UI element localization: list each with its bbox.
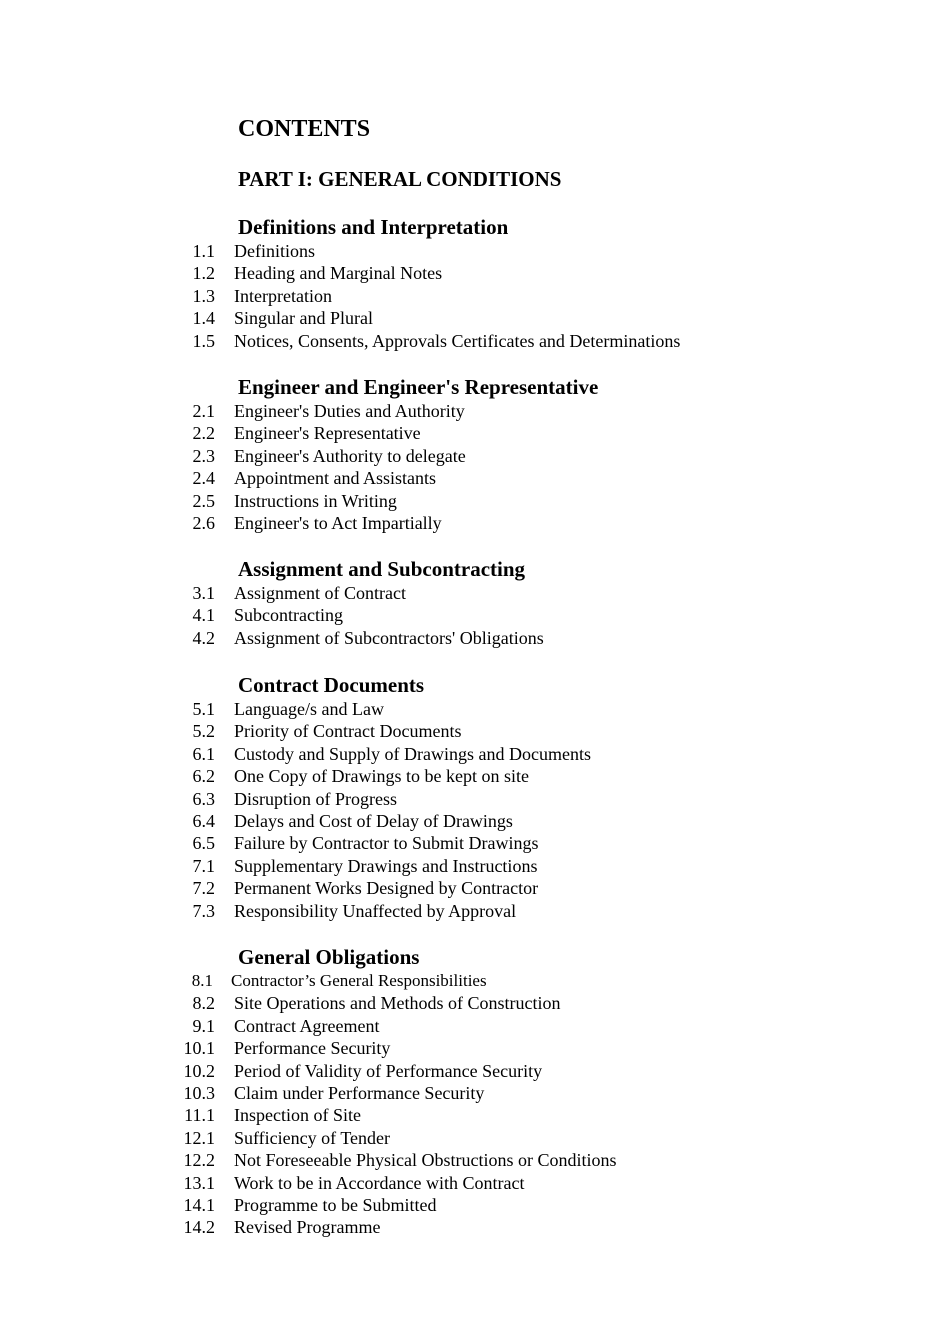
toc-entry — [0, 627, 950, 649]
toc-entry — [0, 400, 950, 422]
entry-number: 2.5 — [192, 490, 215, 511]
toc-entry — [0, 743, 950, 765]
toc-entry — [0, 330, 950, 352]
entry-title: Contract Agreement — [234, 1015, 380, 1036]
entry-title: Priority of Contract Documents — [234, 721, 462, 742]
entry-number: 7.1 — [192, 855, 215, 876]
entry-title: Appointment and Assistants — [234, 468, 436, 489]
toc-entry — [0, 1060, 950, 1082]
section-heading: Definitions and Interpretation — [238, 215, 509, 239]
entry-number: 1.3 — [192, 285, 215, 306]
toc-section — [0, 672, 950, 922]
toc-entry — [0, 1149, 950, 1171]
entry-title: Singular and Plural — [234, 308, 373, 329]
toc-entry — [0, 307, 950, 329]
toc-entry — [0, 810, 950, 832]
entry-number: 7.2 — [192, 878, 215, 899]
toc-entry — [0, 1194, 950, 1216]
toc-entry — [0, 582, 950, 604]
entry-number: 8.2 — [192, 993, 215, 1014]
toc-entry — [0, 1037, 950, 1059]
entry-title: Programme to be Submitted — [234, 1194, 437, 1215]
toc-entry — [0, 720, 950, 742]
entry-title: One Copy of Drawings to be kept on site — [234, 766, 529, 787]
entry-title: Work to be in Accordance with Contract — [234, 1172, 525, 1193]
toc-entry — [0, 1082, 950, 1104]
entry-title: Subcontracting — [234, 605, 343, 626]
entry-title: Supplementary Drawings and Instructions — [234, 855, 538, 876]
entry-title: Failure by Contractor to Submit Drawings — [234, 833, 539, 854]
entry-number: 1.5 — [192, 330, 215, 351]
entry-number: 7.3 — [192, 900, 215, 921]
entry-number: 4.2 — [192, 627, 215, 648]
contents-title: CONTENTS — [238, 116, 371, 142]
part-heading: PART I: GENERAL CONDITIONS — [238, 167, 562, 191]
toc-section — [0, 374, 950, 534]
entry-number: 4.1 — [192, 605, 215, 626]
entry-title: Assignment of Subcontractors' Obligations — [234, 627, 544, 648]
toc-section — [0, 214, 950, 352]
toc-entry — [0, 765, 950, 787]
entry-number: 3.1 — [192, 583, 215, 603]
entry-number: 12.2 — [183, 1150, 215, 1171]
entry-title: Language/s and Law — [234, 699, 384, 719]
toc-entry — [0, 855, 950, 877]
entry-number: 2.1 — [192, 401, 215, 421]
entry-title: Interpretation — [234, 285, 332, 306]
entry-title: Notices, Consents, Approvals Certificates and Determinations — [234, 330, 681, 351]
entry-title: Sufficiency of Tender — [234, 1127, 391, 1148]
toc-entry — [0, 788, 950, 810]
toc-entry — [0, 422, 950, 444]
entry-number: 6.4 — [192, 810, 215, 831]
entry-title: Not Foreseeable Physical Obstructions or Conditions — [234, 1150, 617, 1171]
entry-number: 2.3 — [192, 445, 215, 466]
entry-title: Engineer's to Act Impartially — [234, 512, 442, 533]
entry-number: 13.1 — [183, 1172, 215, 1193]
entry-title: Period of Validity of Performance Security — [234, 1060, 543, 1081]
toc-entry — [0, 512, 950, 534]
toc-entry — [0, 490, 950, 512]
entry-title: Inspection of Site — [234, 1105, 361, 1126]
entry-title: Custody and Supply of Drawings and Documents — [234, 743, 591, 764]
toc-entry — [0, 992, 950, 1014]
entry-title: Engineer's Authority to delegate — [234, 445, 466, 466]
entry-title: Engineer's Duties and Authority — [234, 401, 465, 421]
toc-section — [0, 944, 950, 1239]
section-heading: Assignment and Subcontracting — [238, 557, 526, 581]
section-heading: Engineer and Engineer's Representative — [238, 375, 599, 399]
toc-entry — [0, 900, 950, 922]
toc-entry — [0, 970, 950, 992]
toc-entry — [0, 877, 950, 899]
toc-entry — [0, 240, 950, 262]
toc-entry — [0, 1015, 950, 1037]
toc-entry — [0, 445, 950, 467]
toc-section — [0, 556, 950, 649]
entry-title: Assignment of Contract — [234, 583, 406, 603]
entry-title: Instructions in Writing — [234, 490, 397, 511]
entry-number: 2.6 — [192, 512, 215, 533]
entry-number: 1.1 — [192, 241, 215, 261]
entry-title: Site Operations and Methods of Construction — [234, 993, 561, 1014]
entry-number: 14.1 — [183, 1194, 215, 1215]
entry-title: Contractor’s General Responsibilities — [231, 971, 487, 990]
entry-number: 14.2 — [183, 1217, 215, 1238]
entry-number: 6.3 — [192, 788, 215, 809]
section-heading: Contract Documents — [238, 673, 425, 697]
toc-entry — [0, 262, 950, 284]
entry-number: 10.1 — [183, 1038, 215, 1059]
toc-entry — [0, 285, 950, 307]
entry-number: 9.1 — [192, 1015, 215, 1036]
toc-entry — [0, 467, 950, 489]
entry-number: 5.2 — [192, 721, 215, 742]
entry-title: Disruption of Progress — [234, 788, 397, 809]
entry-number: 11.1 — [184, 1105, 215, 1126]
entry-number: 5.1 — [192, 699, 215, 719]
entry-number: 1.2 — [192, 263, 215, 284]
toc-entry — [0, 604, 950, 626]
toc-entry — [0, 1104, 950, 1126]
entry-number: 2.4 — [192, 468, 215, 489]
entry-number: 2.2 — [192, 423, 215, 444]
entry-number: 10.2 — [183, 1060, 215, 1081]
toc-entry — [0, 1172, 950, 1194]
entry-number: 8.1 — [191, 971, 213, 990]
entry-title: Claim under Performance Security — [234, 1082, 485, 1103]
entry-title: Delays and Cost of Delay of Drawings — [234, 810, 513, 831]
entry-title: Permanent Works Designed by Contractor — [234, 878, 539, 899]
toc-entry — [0, 832, 950, 854]
toc-entry — [0, 698, 950, 720]
entry-number: 12.1 — [183, 1127, 215, 1148]
entry-number: 6.5 — [192, 833, 215, 854]
entry-number: 10.3 — [183, 1082, 215, 1103]
toc-entry — [0, 1127, 950, 1149]
entry-title: Definitions — [234, 241, 315, 261]
entry-number: 6.2 — [192, 766, 215, 787]
section-heading: General Obligations — [238, 945, 420, 969]
entry-number: 1.4 — [192, 308, 215, 329]
entry-title: Revised Programme — [234, 1217, 381, 1238]
entry-title: Responsibility Unaffected by Approval — [234, 900, 517, 921]
entry-title: Engineer's Representative — [234, 423, 421, 444]
entry-title: Performance Security — [234, 1038, 391, 1059]
entry-number: 6.1 — [192, 743, 215, 764]
entry-title: Heading and Marginal Notes — [234, 263, 443, 284]
toc-entry — [0, 1216, 950, 1238]
